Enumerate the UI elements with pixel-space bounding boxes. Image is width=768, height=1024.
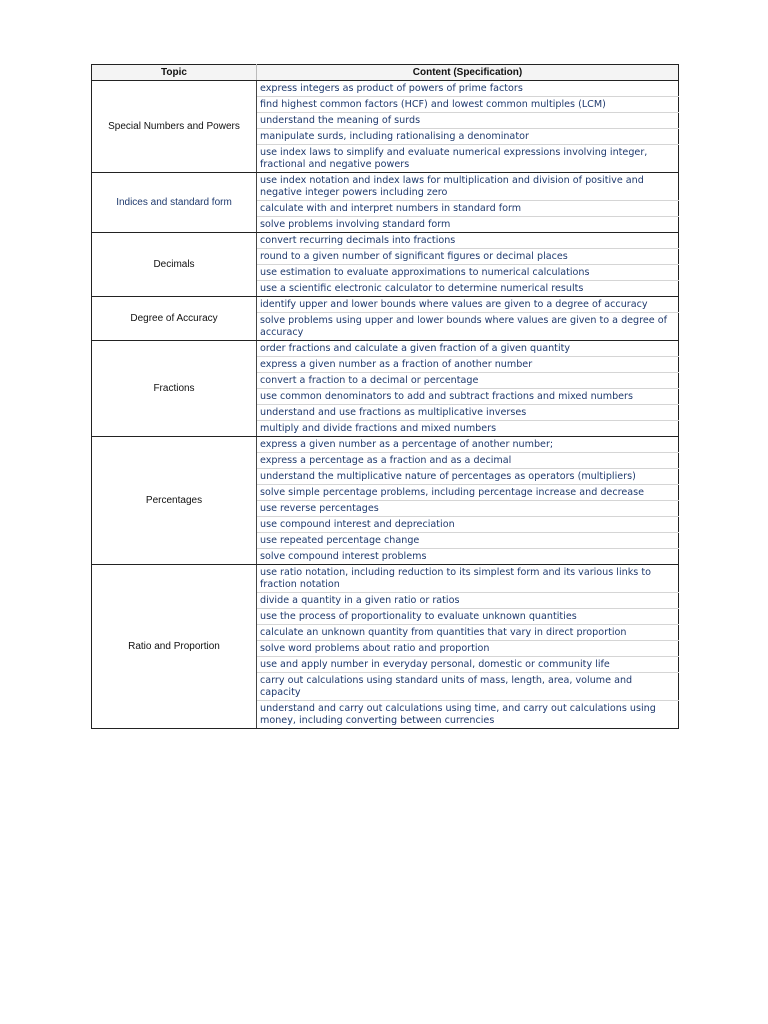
content-cell: carry out calculations using standard units of mass, length, area, volume and capacity: [257, 673, 679, 701]
topic-cell: Indices and standard form: [92, 173, 257, 233]
table-row: [92, 565, 679, 593]
table-row: [92, 233, 679, 249]
content-cell: round to a given number of significant figures or decimal places: [257, 249, 679, 265]
content-cell: use estimation to evaluate approximations to numerical calculations: [257, 265, 679, 281]
content-cell: divide a quantity in a given ratio or ratios: [257, 593, 679, 609]
content-cell: express a percentage as a fraction and as a decimal: [257, 453, 679, 469]
content-cell: express a given number as a fraction of another number: [257, 357, 679, 373]
content-cell: calculate with and interpret numbers in standard form: [257, 201, 679, 217]
content-column-header: Content (Specification): [257, 65, 679, 81]
specification-table: [91, 64, 679, 729]
topic-cell: Ratio and Proportion: [92, 565, 257, 729]
topic-cell: Special Numbers and Powers: [92, 81, 257, 173]
content-cell: solve simple percentage problems, including percentage increase and decrease: [257, 485, 679, 501]
content-cell: find highest common factors (HCF) and lowest common multiples (LCM): [257, 97, 679, 113]
topic-cell: Percentages: [92, 437, 257, 565]
content-cell: use compound interest and depreciation: [257, 517, 679, 533]
content-cell: use index laws to simplify and evaluate numerical expressions involving integer, fractional and negative powers: [257, 145, 679, 173]
content-cell: use a scientific electronic calculator to determine numerical results: [257, 281, 679, 297]
content-cell: express integers as product of powers of prime factors: [257, 81, 679, 97]
content-cell: understand the meaning of surds: [257, 113, 679, 129]
topic-cell: Degree of Accuracy: [92, 297, 257, 341]
content-cell: understand and carry out calculations using time, and carry out calculations using money, including converting between currencies: [257, 701, 679, 729]
content-cell: use reverse percentages: [257, 501, 679, 517]
content-cell: use the process of proportionality to evaluate unknown quantities: [257, 609, 679, 625]
topic-cell: Decimals: [92, 233, 257, 297]
table-body: [92, 81, 679, 729]
table-row: [92, 437, 679, 453]
content-cell: solve compound interest problems: [257, 549, 679, 565]
content-cell: understand and use fractions as multiplicative inverses: [257, 405, 679, 421]
content-cell: manipulate surds, including rationalising a denominator: [257, 129, 679, 145]
content-cell: use common denominators to add and subtract fractions and mixed numbers: [257, 389, 679, 405]
content-cell: convert recurring decimals into fractions: [257, 233, 679, 249]
topic-cell: Fractions: [92, 341, 257, 437]
content-cell: use and apply number in everyday personal, domestic or community life: [257, 657, 679, 673]
content-cell: convert a fraction to a decimal or percentage: [257, 373, 679, 389]
table-row: [92, 297, 679, 313]
content-cell: express a given number as a percentage of another number;: [257, 437, 679, 453]
table-row: [92, 81, 679, 97]
table-row: [92, 173, 679, 201]
content-cell: identify upper and lower bounds where values are given to a degree of accuracy: [257, 297, 679, 313]
content-cell: use repeated percentage change: [257, 533, 679, 549]
header-row: [92, 65, 679, 81]
content-cell: use ratio notation, including reduction to its simplest form and its various links to fraction notation: [257, 565, 679, 593]
content-cell: use index notation and index laws for multiplication and division of positive and negative integer powers including zero: [257, 173, 679, 201]
content-cell: order fractions and calculate a given fraction of a given quantity: [257, 341, 679, 357]
content-cell: solve problems using upper and lower bounds where values are given to a degree of accuracy: [257, 313, 679, 341]
content-cell: multiply and divide fractions and mixed numbers: [257, 421, 679, 437]
topic-column-header: Topic: [92, 65, 257, 81]
content-cell: understand the multiplicative nature of percentages as operators (multipliers): [257, 469, 679, 485]
table-row: [92, 341, 679, 357]
content-cell: solve word problems about ratio and proportion: [257, 641, 679, 657]
content-cell: calculate an unknown quantity from quantities that vary in direct proportion: [257, 625, 679, 641]
content-cell: solve problems involving standard form: [257, 217, 679, 233]
